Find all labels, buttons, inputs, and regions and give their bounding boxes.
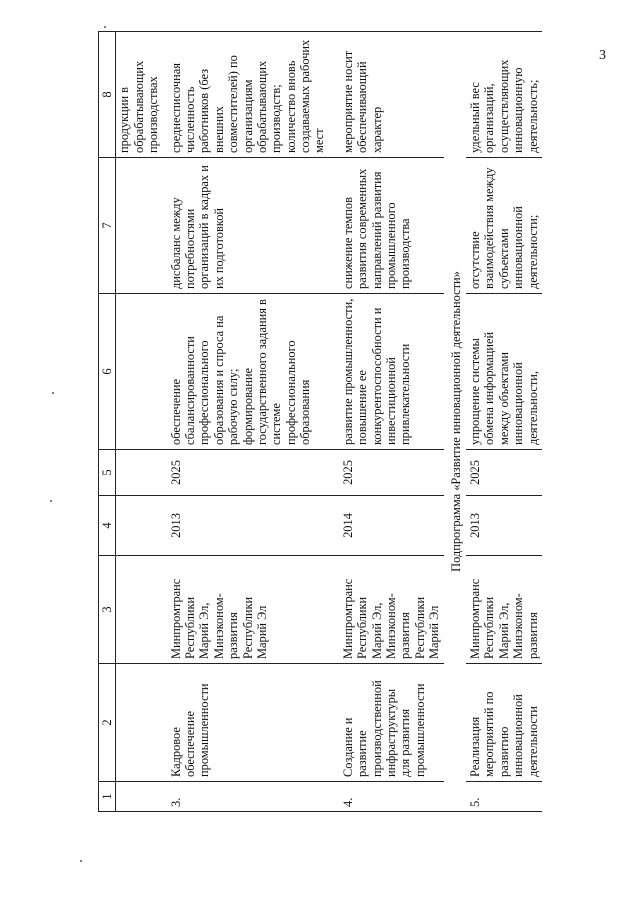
consequence-of-non-implementation: дисбаланс между потребностями организаций в кадрах и их подготовкой — [167, 158, 339, 294]
page-number: 3 — [599, 48, 606, 63]
row-number: 3. — [167, 782, 339, 812]
scan-speck — [50, 500, 52, 502]
col-header-3: 3 — [99, 556, 116, 664]
table-row — [339, 32, 444, 812]
indicator-continuation: продукции в обрабатывающих производствах — [116, 32, 167, 158]
scan-speck — [80, 860, 82, 862]
row-number: 5. — [466, 782, 542, 812]
col-header-6: 6 — [99, 294, 116, 450]
end-year: 2025 — [466, 450, 542, 496]
target-indicator: удельный вес организаций, осуществляющих инновационную деятельность; — [466, 32, 542, 158]
scan-speck — [104, 26, 106, 28]
start-year: 2014 — [339, 496, 444, 556]
expected-result: развитие промышленности, повышение ее конкурентоспособности и инвестиционной привлекательности — [339, 294, 444, 450]
consequence-of-non-implementation: отсутствие взаимодействия между субъектами инновационной деятельности; — [466, 158, 542, 294]
col-header-8: 8 — [99, 32, 116, 158]
col-header-5: 5 — [99, 450, 116, 496]
end-year: 2025 — [339, 450, 444, 496]
measure-name: Создание и развитие производственной инфраструктуры для развития промышленности — [339, 664, 444, 782]
col-header-1: 1 — [99, 782, 116, 812]
executor: Минпромтранс Республики Марий Эл, Минэкономразвития Республики Марий Эл — [167, 556, 339, 664]
header-row — [99, 32, 116, 812]
expected-result: упрощение системы обмена информацией между объектами инновационной деятельности, — [466, 294, 542, 450]
expected-result: обеспечение сбалансированности профессионального образования и спроса на рабочую силу; формирование государственного задания в системе профессионального образования — [167, 294, 339, 450]
scan-speck — [52, 392, 54, 394]
table-row — [466, 32, 542, 812]
measure-name: Кадровое обеспечение промышленности — [167, 664, 339, 782]
rotated-page — [98, 32, 578, 812]
consequence-of-non-implementation: снижение темпов развития современных направлений развития промышленного производства — [339, 158, 444, 294]
continuation-row — [116, 32, 167, 812]
subprogram-heading: Подпрограмма «Развитие инновационной деятельности» — [444, 32, 466, 812]
executor: Минпромтранс Республики Марий Эл, Минэкономразвития Республики Марий Эл — [339, 556, 444, 664]
start-year: 2013 — [466, 496, 542, 556]
measure-name: Реализация мероприятий по развитию инновационной деятельности — [466, 664, 542, 782]
start-year: 2013 — [167, 496, 339, 556]
col-header-4: 4 — [99, 496, 116, 556]
col-header-7: 7 — [99, 158, 116, 294]
end-year: 2025 — [167, 450, 339, 496]
subprogram-row — [444, 32, 466, 812]
target-indicator — [167, 32, 339, 158]
target-indicator: мероприятие носит обеспечивающий характер — [339, 32, 444, 158]
program-measures-table — [98, 31, 542, 812]
row-number: 4. — [339, 782, 444, 812]
table-row — [167, 32, 339, 812]
indicator-text-a: среднесписочная численность работников (без внешних совместителей) по организациям обрабатывающих производств; — [168, 55, 284, 153]
col-header-2: 2 — [99, 664, 116, 782]
indicator-text-b: количество вновь создаваемых рабочих мест — [283, 39, 327, 153]
executor: Минпромтранс Республики Марий Эл, Минэкономразвития — [466, 556, 542, 664]
